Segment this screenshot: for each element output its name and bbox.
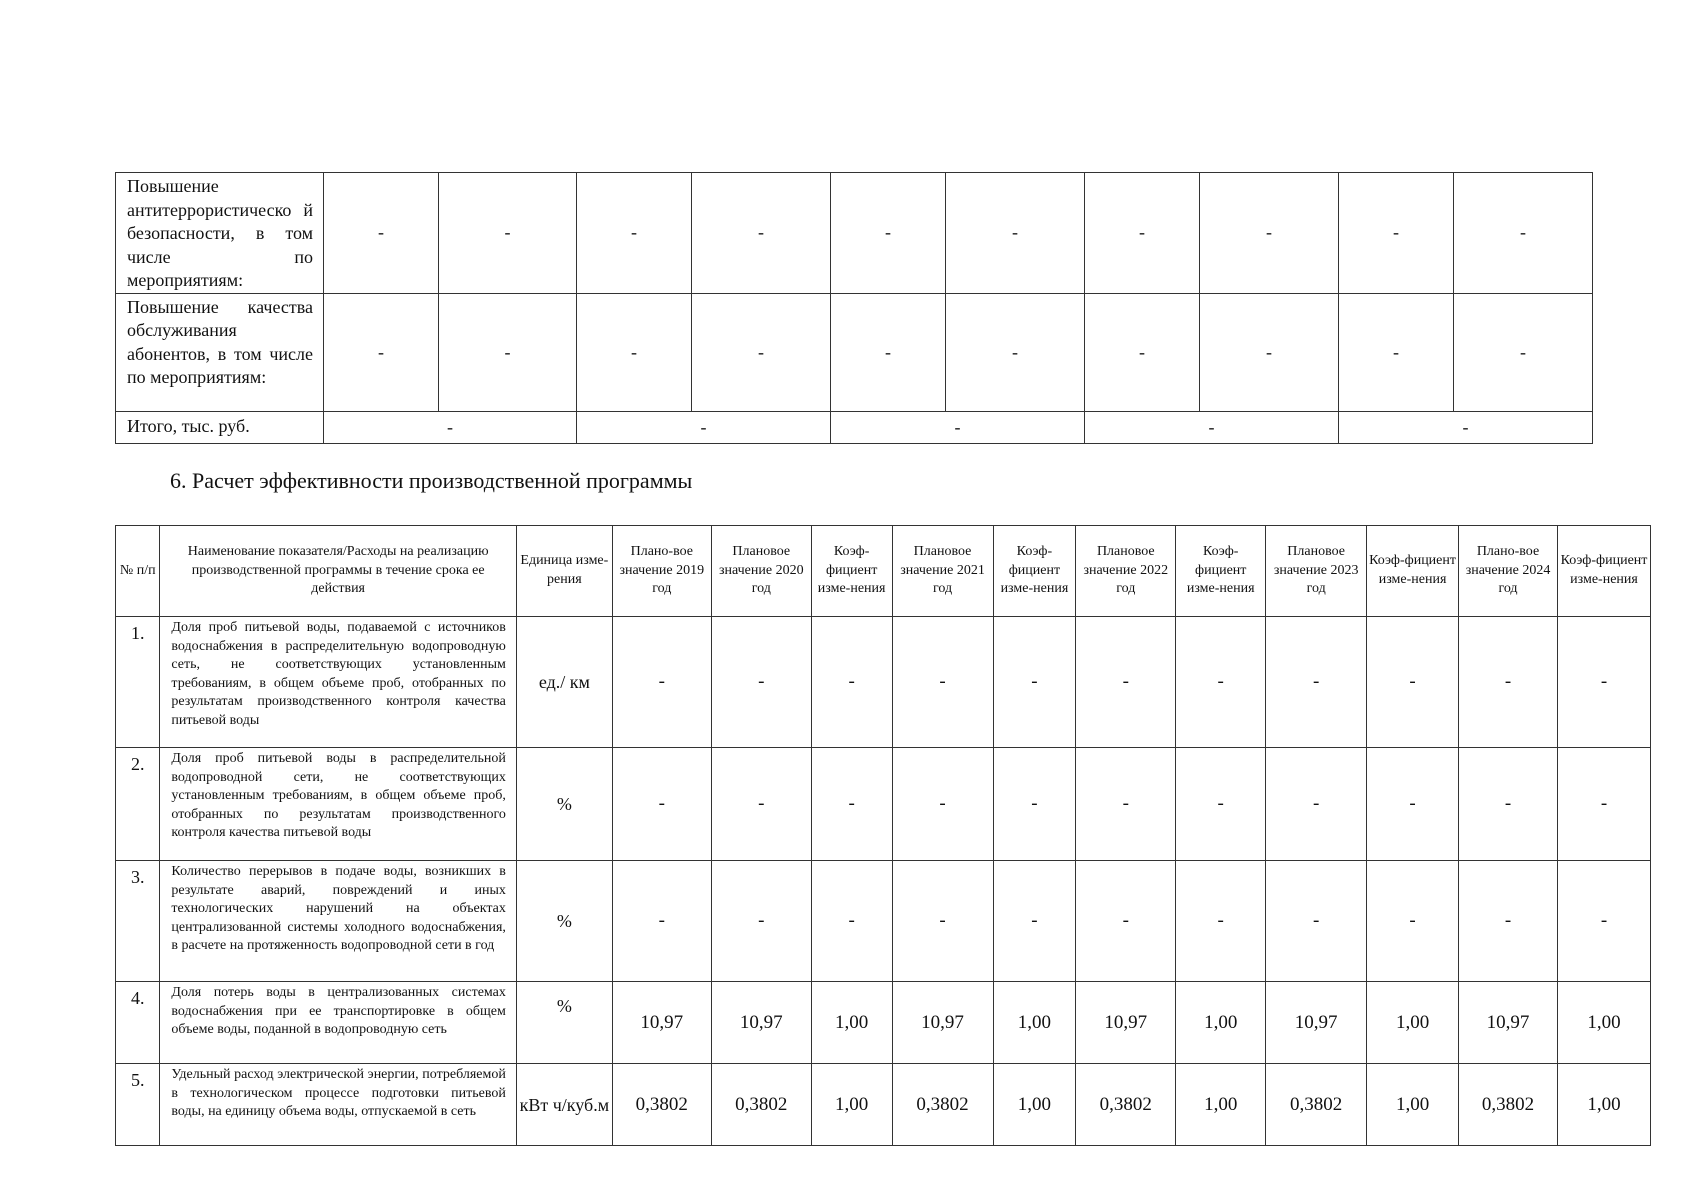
row-name: Повышение качества обслуживания абонентов, в том числе по мероприятиям: xyxy=(116,293,324,411)
cell: - xyxy=(577,293,692,411)
section-title: 6. Расчет эффективности производственной программы xyxy=(170,468,693,493)
header-cell: Плановое значение 2020 год xyxy=(711,526,811,617)
cell: - xyxy=(577,173,692,294)
header-cell: № п/п xyxy=(116,526,160,617)
header-cell: Коэф-фициент изме-нения xyxy=(811,526,892,617)
table-row xyxy=(116,1064,1651,1146)
table-row xyxy=(116,293,1593,411)
cell: 0,3802 xyxy=(892,1064,993,1146)
cell: 1,00 xyxy=(1557,982,1650,1064)
cell: - xyxy=(1076,748,1176,861)
cell: - xyxy=(1557,617,1650,748)
cell: - xyxy=(692,293,831,411)
cell: - xyxy=(612,748,711,861)
cell: 10,97 xyxy=(612,982,711,1064)
cell: - xyxy=(1200,173,1339,294)
cell: 1,00 xyxy=(993,1064,1076,1146)
total-row xyxy=(116,411,1593,443)
cell: 0,3802 xyxy=(1459,1064,1558,1146)
cell: - xyxy=(811,861,892,982)
cell: - xyxy=(1459,617,1558,748)
cell: - xyxy=(1200,293,1339,411)
cell: - xyxy=(711,617,811,748)
cell: 10,97 xyxy=(1076,982,1176,1064)
cell: - xyxy=(1459,748,1558,861)
cell: - xyxy=(1085,293,1200,411)
table-row xyxy=(116,617,1651,748)
cell: - xyxy=(324,173,439,294)
cell: 10,97 xyxy=(1459,982,1558,1064)
row-number: 2. xyxy=(116,748,160,861)
cell: - xyxy=(1085,173,1200,294)
table-row xyxy=(116,982,1651,1064)
row-number: 5. xyxy=(116,1064,160,1146)
header-cell: Плано-вое значение 2019 год xyxy=(612,526,711,617)
table-row xyxy=(116,861,1651,982)
cell: - xyxy=(1557,748,1650,861)
total-cell: - xyxy=(831,411,1085,443)
cell: - xyxy=(993,861,1076,982)
cell: - xyxy=(439,173,577,294)
header-cell: Наименование показателя/Расходы на реализацию производственной программы в течение срока ее действия xyxy=(160,526,516,617)
total-cell: - xyxy=(1085,411,1339,443)
cell: - xyxy=(1557,861,1650,982)
cell: - xyxy=(1176,861,1266,982)
row-number: 3. xyxy=(116,861,160,982)
cell: 1,00 xyxy=(1176,982,1266,1064)
cell: - xyxy=(892,617,993,748)
cell: - xyxy=(1266,617,1367,748)
row-unit: кВт ч/куб.м xyxy=(516,1064,612,1146)
cell: - xyxy=(1076,861,1176,982)
cell: - xyxy=(1367,617,1459,748)
expenses-table xyxy=(115,172,1593,444)
row-description: Доля проб питьевой воды, подаваемой с источников водоснабжения в распределительную водопроводную сеть, не соответствующих установленным требованиям, в общем объеме проб, отобранных по результатам производственного контроля качества питьевой воды xyxy=(160,617,516,748)
cell: 1,00 xyxy=(1367,982,1459,1064)
cell: 0,3802 xyxy=(612,1064,711,1146)
row-unit: % xyxy=(516,982,612,1064)
row-unit: ед./ км xyxy=(516,617,612,748)
cell: 10,97 xyxy=(892,982,993,1064)
cell: - xyxy=(692,173,831,294)
cell: 0,3802 xyxy=(711,1064,811,1146)
cell: 0,3802 xyxy=(1076,1064,1176,1146)
cell: - xyxy=(439,293,577,411)
cell: - xyxy=(1454,173,1593,294)
cell: 0,3802 xyxy=(1266,1064,1367,1146)
cell: - xyxy=(1367,748,1459,861)
cell: 1,00 xyxy=(811,1064,892,1146)
cell: - xyxy=(892,861,993,982)
cell: - xyxy=(993,617,1076,748)
total-cell: - xyxy=(577,411,831,443)
cell: - xyxy=(1266,748,1367,861)
cell: - xyxy=(811,617,892,748)
row-number: 1. xyxy=(116,617,160,748)
row-unit: % xyxy=(516,748,612,861)
cell: - xyxy=(946,293,1085,411)
cell: 1,00 xyxy=(811,982,892,1064)
header-cell: Плановое значение 2023 год xyxy=(1266,526,1367,617)
header-cell: Плановое значение 2021 год xyxy=(892,526,993,617)
row-description: Удельный расход электрической энергии, потребляемой в технологическом процессе подготовки питьевой воды, на единицу объема воды, отпускаемой в сеть xyxy=(160,1064,516,1146)
cell: - xyxy=(993,748,1076,861)
header-cell: Коэф-фициент изме-нения xyxy=(1557,526,1650,617)
cell: - xyxy=(1454,293,1593,411)
cell: - xyxy=(1176,748,1266,861)
cell: - xyxy=(1076,617,1176,748)
cell: - xyxy=(1459,861,1558,982)
header-cell: Коэф-фициент изме-нения xyxy=(1367,526,1459,617)
row-unit: % xyxy=(516,861,612,982)
row-description: Количество перерывов в подаче воды, возникших в результате аварий, повреждений и иных технологических нарушений на объектах централизованной системы холодного водоснабжения, в расчете на протяженность водопроводной сети в год xyxy=(160,861,516,982)
cell: - xyxy=(711,748,811,861)
header-cell: Плановое значение 2022 год xyxy=(1076,526,1176,617)
cell: - xyxy=(711,861,811,982)
total-label: Итого, тыс. руб. xyxy=(116,411,324,443)
cell: - xyxy=(892,748,993,861)
cell: - xyxy=(946,173,1085,294)
cell: - xyxy=(1176,617,1266,748)
cell: - xyxy=(1367,861,1459,982)
cell: 1,00 xyxy=(993,982,1076,1064)
row-description: Доля проб питьевой воды в распределительной водопроводной сети, не соответствующих установленным требованиям, в общем объеме проб, отобранных по результатам производственного контроля качества питьевой воды xyxy=(160,748,516,861)
cell: - xyxy=(811,748,892,861)
cell: - xyxy=(612,617,711,748)
cell: - xyxy=(324,293,439,411)
table-row xyxy=(116,748,1651,861)
cell: - xyxy=(1339,293,1454,411)
header-cell: Плано-вое значение 2024 год xyxy=(1459,526,1558,617)
cell: 10,97 xyxy=(711,982,811,1064)
cell: 1,00 xyxy=(1176,1064,1266,1146)
table-row xyxy=(116,173,1593,294)
cell: 1,00 xyxy=(1557,1064,1650,1146)
header-row xyxy=(116,526,1651,617)
total-cell: - xyxy=(324,411,577,443)
row-number: 4. xyxy=(116,982,160,1064)
header-cell: Коэф-фициент изме-нения xyxy=(993,526,1076,617)
header-cell: Единица изме-рения xyxy=(516,526,612,617)
efficiency-table xyxy=(115,525,1651,1146)
cell: - xyxy=(1266,861,1367,982)
total-cell: - xyxy=(1339,411,1593,443)
cell: 1,00 xyxy=(1367,1064,1459,1146)
row-name: Повышение антитеррористическо й безопасности, в том числе по мероприятиям: xyxy=(116,173,324,294)
cell: - xyxy=(831,293,946,411)
cell: - xyxy=(1339,173,1454,294)
cell: - xyxy=(831,173,946,294)
row-description: Доля потерь воды в централизованных системах водоснабжения при ее транспортировке в общем объеме воды, поданной в водопроводную сеть xyxy=(160,982,516,1064)
cell: 10,97 xyxy=(1266,982,1367,1064)
header-cell: Коэф-фициент изме-нения xyxy=(1176,526,1266,617)
cell: - xyxy=(612,861,711,982)
